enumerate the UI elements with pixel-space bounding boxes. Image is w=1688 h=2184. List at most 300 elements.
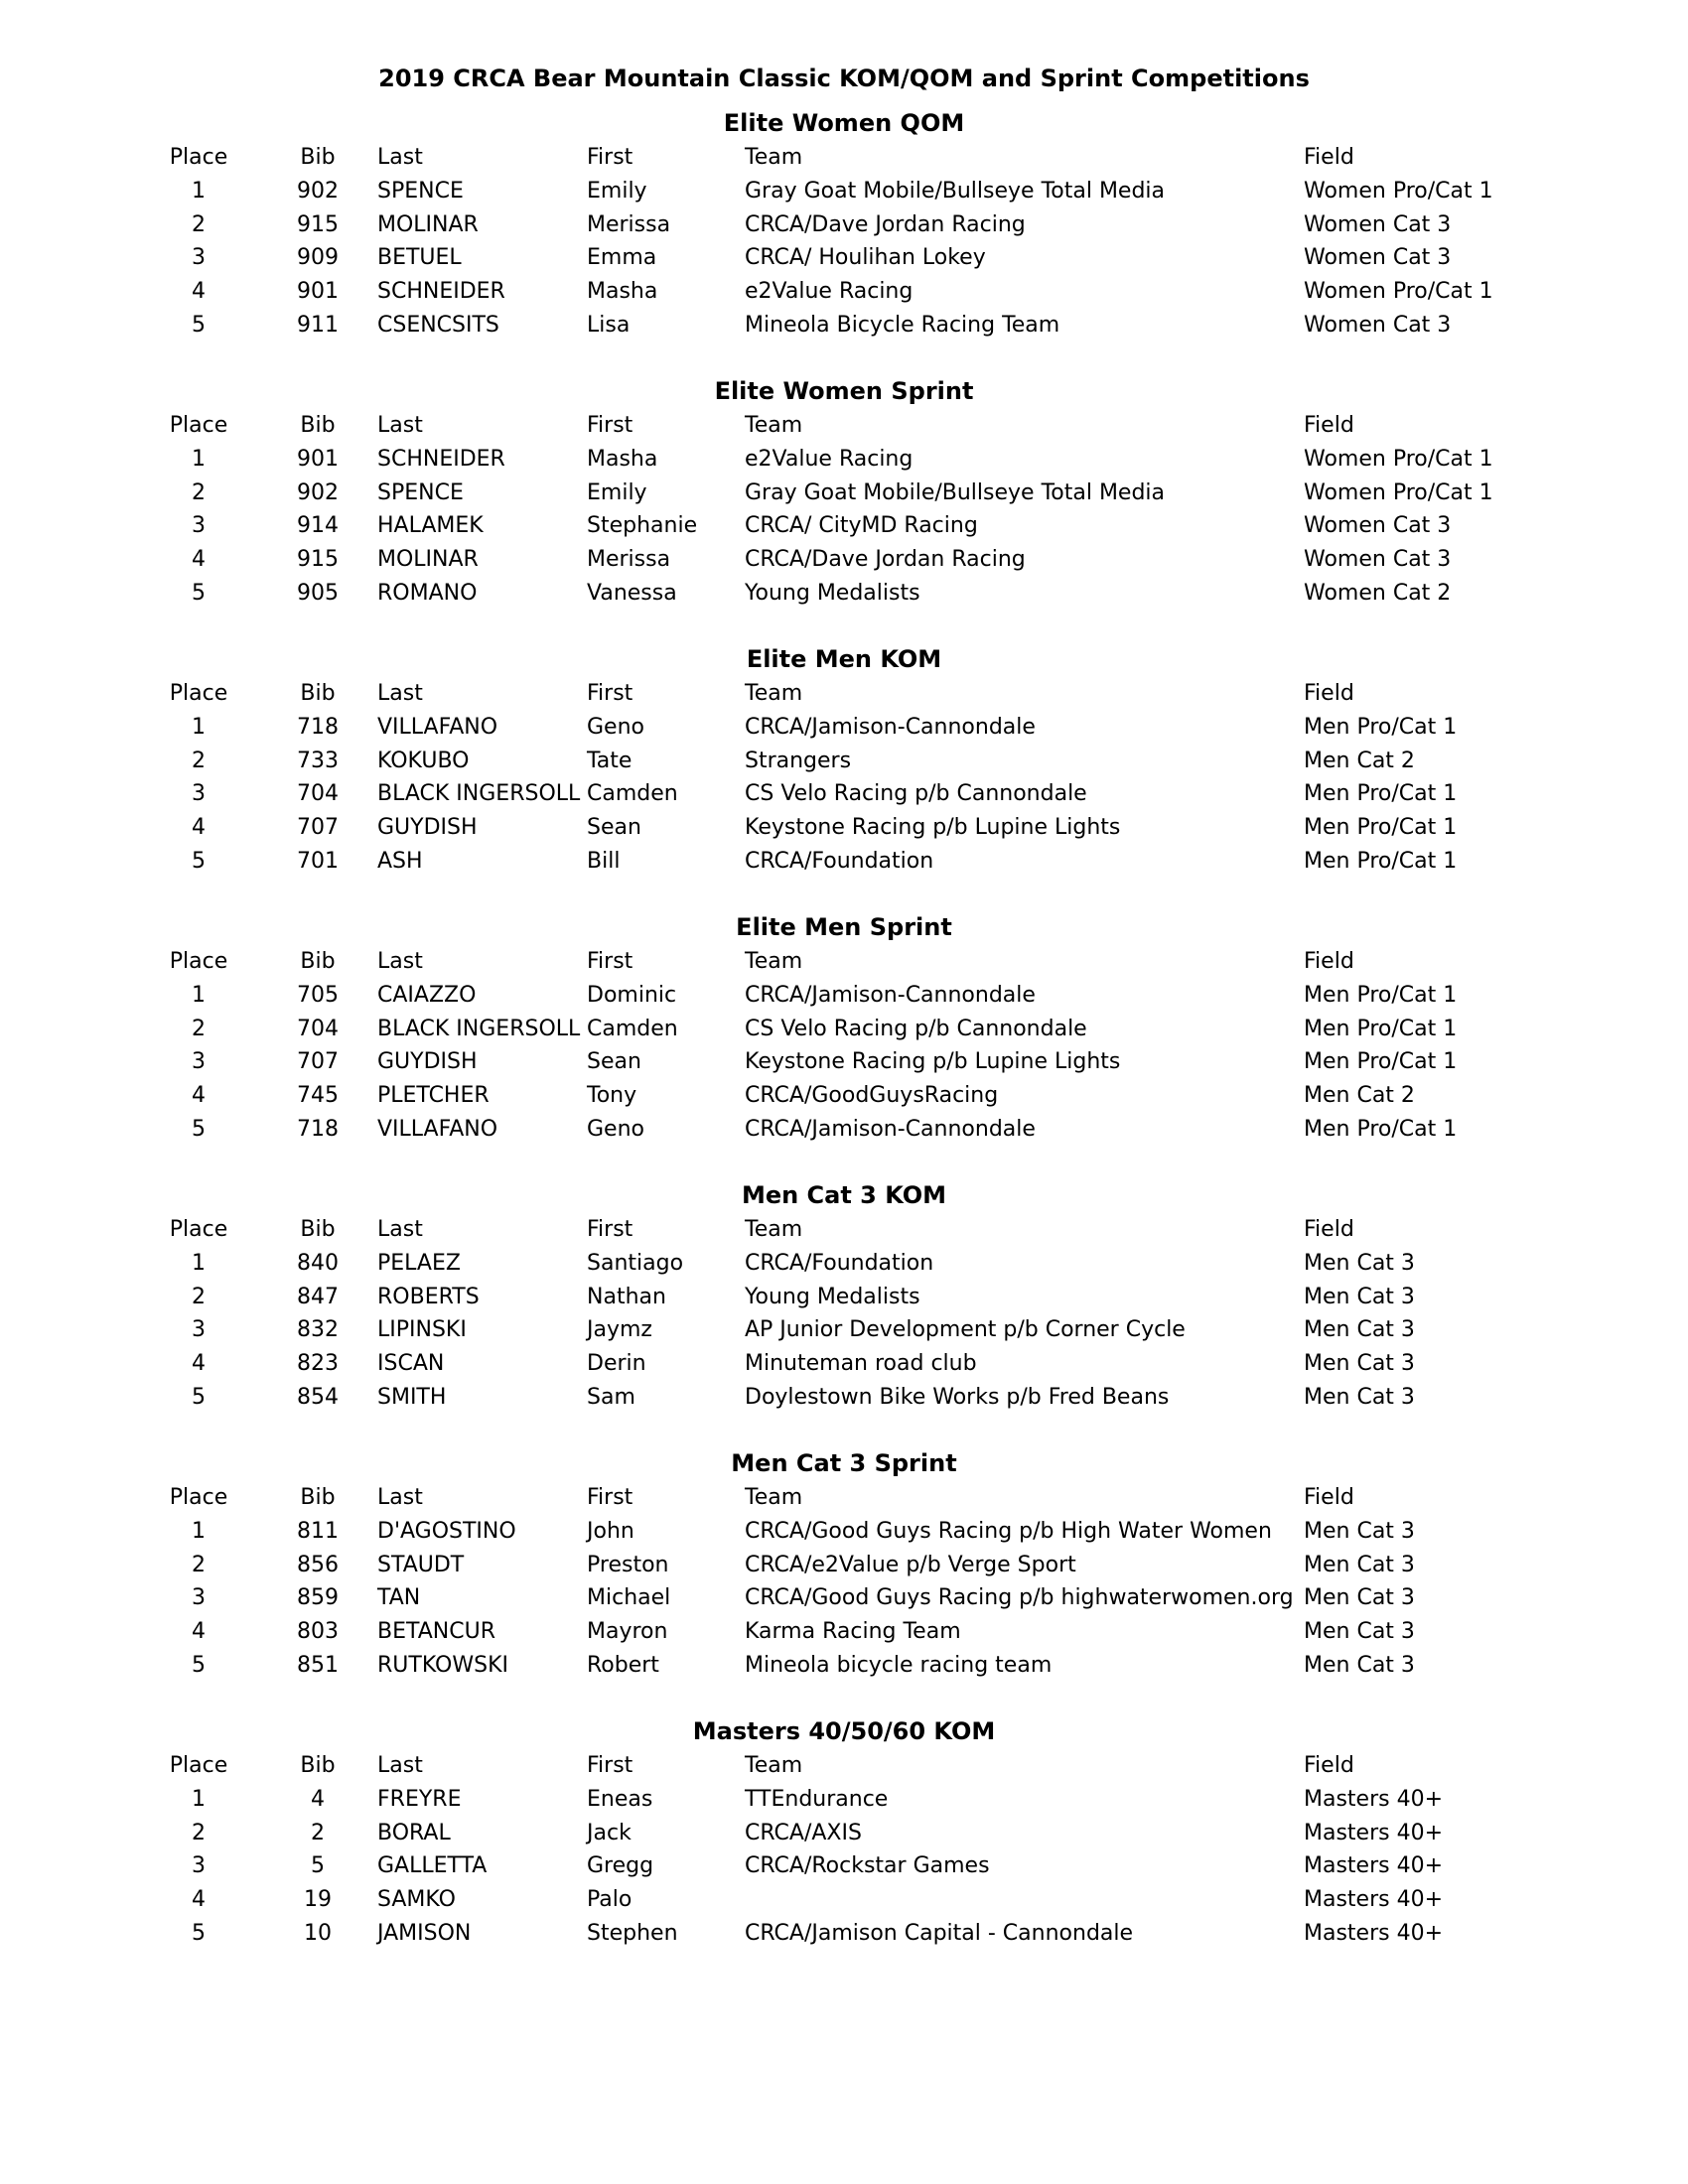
- cell-bib: 718: [297, 1117, 339, 1142]
- cell-place: 3: [192, 1317, 206, 1343]
- cell-team: CRCA/Good Guys Racing p/b High Water Women: [745, 1518, 1272, 1544]
- cell-field: Women Pro/Cat 1: [1304, 178, 1493, 204]
- cell-team: CS Velo Racing p/b Cannondale: [745, 1016, 1087, 1041]
- cell-place: 4: [192, 1083, 206, 1109]
- cell-place: 5: [192, 581, 206, 606]
- cell-field: Men Pro/Cat 1: [1304, 1016, 1458, 1041]
- cell-bib: 705: [297, 982, 339, 1008]
- cell-team: CRCA/Jamison-Cannondale: [745, 982, 1036, 1008]
- section-title: Elite Men Sprint: [736, 913, 952, 941]
- cell-team: Mineola Bicycle Racing Team: [745, 313, 1060, 338]
- cell-field: Women Cat 3: [1304, 547, 1452, 573]
- cell-team: CRCA/Jamison Capital - Cannondale: [745, 1921, 1134, 1946]
- cell-first: Preston: [587, 1552, 669, 1577]
- table-row: [0, 1849, 1688, 1883]
- column-header-first: First: [587, 681, 633, 706]
- cell-bib: 914: [297, 513, 339, 539]
- cell-team: Young Medalists: [745, 581, 920, 606]
- section-title: Men Cat 3 KOM: [741, 1181, 947, 1209]
- cell-field: Women Cat 3: [1304, 211, 1452, 237]
- cell-bib: 19: [304, 1887, 332, 1913]
- cell-first: Santiago: [587, 1250, 684, 1276]
- column-header-team: Team: [745, 413, 803, 438]
- table-row: [0, 1079, 1688, 1113]
- table-row: [0, 1783, 1688, 1817]
- table-row: [0, 477, 1688, 510]
- cell-place: 5: [192, 1921, 206, 1946]
- cell-team: Young Medalists: [745, 1284, 920, 1309]
- column-header-bib: Bib: [300, 1485, 336, 1510]
- cell-last: CAIAZZO: [377, 982, 477, 1008]
- cell-first: Tony: [587, 1083, 637, 1109]
- table-row: [0, 811, 1688, 845]
- column-header-team: Team: [745, 681, 803, 706]
- cell-team: CRCA/Good Guys Racing p/b highwaterwomen.org: [745, 1585, 1294, 1611]
- cell-field: Women Pro/Cat 1: [1304, 446, 1493, 472]
- cell-bib: 902: [297, 479, 339, 505]
- cell-place: 3: [192, 245, 206, 271]
- cell-team: CRCA/Jamison-Cannondale: [745, 714, 1036, 740]
- column-header-team: Team: [745, 1485, 803, 1510]
- table-row: [0, 1549, 1688, 1582]
- cell-bib: 915: [297, 211, 339, 237]
- cell-first: Stephanie: [587, 513, 698, 539]
- column-header-field: Field: [1304, 681, 1354, 706]
- cell-first: Sean: [587, 815, 641, 841]
- column-header-field: Field: [1304, 413, 1354, 438]
- cell-field: Men Pro/Cat 1: [1304, 815, 1458, 841]
- column-header-team: Team: [745, 145, 803, 170]
- table-row: [0, 543, 1688, 577]
- cell-field: Men Pro/Cat 1: [1304, 781, 1458, 807]
- table-header-row: [0, 1749, 1688, 1783]
- cell-bib: 859: [297, 1585, 339, 1611]
- table-row: [0, 745, 1688, 778]
- cell-place: 4: [192, 1351, 206, 1377]
- cell-team: CRCA/ Houlihan Lokey: [745, 245, 986, 271]
- cell-last: ROBERTS: [377, 1284, 480, 1309]
- cell-first: Sam: [587, 1385, 635, 1410]
- cell-bib: 707: [297, 1049, 339, 1075]
- cell-place: 2: [192, 1820, 206, 1845]
- column-header-first: First: [587, 413, 633, 438]
- table-row: [0, 577, 1688, 611]
- cell-first: John: [587, 1518, 634, 1544]
- cell-field: Men Cat 3: [1304, 1250, 1415, 1276]
- cell-team: CRCA/e2Value p/b Verge Sport: [745, 1552, 1076, 1577]
- cell-first: Merissa: [587, 547, 671, 573]
- cell-last: BETUEL: [377, 245, 462, 271]
- column-header-first: First: [587, 1753, 633, 1778]
- cell-bib: 851: [297, 1653, 339, 1678]
- column-header-place: Place: [169, 413, 228, 438]
- cell-place: 4: [192, 279, 206, 305]
- cell-place: 5: [192, 1385, 206, 1410]
- cell-last: JAMISON: [377, 1921, 472, 1946]
- table-row: [0, 1917, 1688, 1951]
- table-row: [0, 175, 1688, 208]
- cell-first: Masha: [587, 279, 658, 305]
- cell-team: Gray Goat Mobile/Bullseye Total Media: [745, 178, 1166, 204]
- table-row: [0, 1347, 1688, 1381]
- cell-last: VILLAFANO: [377, 714, 498, 740]
- column-header-last: Last: [377, 413, 423, 438]
- column-header-first: First: [587, 145, 633, 170]
- cell-place: 1: [192, 1250, 206, 1276]
- cell-place: 3: [192, 1049, 206, 1075]
- cell-field: Men Cat 3: [1304, 1653, 1415, 1678]
- cell-bib: 901: [297, 446, 339, 472]
- cell-last: MOLINAR: [377, 547, 479, 573]
- cell-team: CS Velo Racing p/b Cannondale: [745, 781, 1087, 807]
- cell-place: 3: [192, 1853, 206, 1879]
- column-header-place: Place: [169, 1485, 228, 1510]
- column-header-team: Team: [745, 1217, 803, 1242]
- cell-place: 2: [192, 1284, 206, 1309]
- cell-field: Masters 40+: [1304, 1887, 1444, 1913]
- cell-field: Men Pro/Cat 1: [1304, 714, 1458, 740]
- column-header-place: Place: [169, 1217, 228, 1242]
- cell-place: 1: [192, 1786, 206, 1812]
- cell-team: AP Junior Development p/b Corner Cycle: [745, 1317, 1186, 1343]
- cell-first: Palo: [587, 1887, 633, 1913]
- column-header-field: Field: [1304, 145, 1354, 170]
- cell-last: TAN: [377, 1585, 421, 1611]
- cell-place: 4: [192, 547, 206, 573]
- table-row: [0, 1581, 1688, 1615]
- table-row: [0, 711, 1688, 745]
- table-row: [0, 1045, 1688, 1079]
- cell-first: Eneas: [587, 1786, 653, 1812]
- cell-field: Women Cat 3: [1304, 245, 1452, 271]
- cell-last: ISCAN: [377, 1351, 445, 1377]
- cell-team: CRCA/ CityMD Racing: [745, 513, 978, 539]
- column-header-last: Last: [377, 681, 423, 706]
- cell-last: SAMKO: [377, 1887, 456, 1913]
- cell-last: KOKUBO: [377, 748, 470, 773]
- cell-bib: 2: [311, 1820, 325, 1845]
- cell-place: 2: [192, 1552, 206, 1577]
- cell-bib: 854: [297, 1385, 339, 1410]
- cell-first: Robert: [587, 1653, 659, 1678]
- cell-field: Masters 40+: [1304, 1921, 1444, 1946]
- column-header-field: Field: [1304, 949, 1354, 974]
- cell-first: Sean: [587, 1049, 641, 1075]
- table-row: [0, 1013, 1688, 1046]
- column-header-bib: Bib: [300, 1217, 336, 1242]
- table-header-row: [0, 1213, 1688, 1247]
- column-header-field: Field: [1304, 1485, 1354, 1510]
- column-header-bib: Bib: [300, 949, 336, 974]
- cell-first: Masha: [587, 446, 658, 472]
- column-header-field: Field: [1304, 1753, 1354, 1778]
- cell-place: 4: [192, 1887, 206, 1913]
- cell-first: Vanessa: [587, 581, 677, 606]
- cell-place: 1: [192, 982, 206, 1008]
- cell-last: ASH: [377, 849, 423, 874]
- cell-team: e2Value Racing: [745, 446, 914, 472]
- cell-place: 5: [192, 849, 206, 874]
- cell-team: TTEndurance: [745, 1786, 889, 1812]
- column-header-place: Place: [169, 145, 228, 170]
- cell-team: Gray Goat Mobile/Bullseye Total Media: [745, 479, 1166, 505]
- table-row: [0, 1515, 1688, 1549]
- cell-place: 2: [192, 1016, 206, 1041]
- table-header-row: [0, 945, 1688, 979]
- section-title: Elite Women QOM: [723, 109, 965, 137]
- cell-field: Women Cat 3: [1304, 513, 1452, 539]
- cell-team: Minuteman road club: [745, 1351, 977, 1377]
- cell-last: SCHNEIDER: [377, 446, 505, 472]
- column-header-place: Place: [169, 949, 228, 974]
- cell-last: CSENCSITS: [377, 313, 499, 338]
- cell-field: Men Cat 3: [1304, 1585, 1415, 1611]
- column-header-first: First: [587, 1485, 633, 1510]
- cell-bib: 733: [297, 748, 339, 773]
- table-row: [0, 777, 1688, 811]
- table-header-row: [0, 677, 1688, 711]
- cell-bib: 704: [297, 781, 339, 807]
- cell-field: Women Cat 2: [1304, 581, 1452, 606]
- cell-last: VILLAFANO: [377, 1117, 498, 1142]
- cell-first: Camden: [587, 781, 678, 807]
- cell-field: Masters 40+: [1304, 1786, 1444, 1812]
- cell-last: SCHNEIDER: [377, 279, 505, 305]
- cell-last: PLETCHER: [377, 1083, 490, 1109]
- cell-place: 3: [192, 513, 206, 539]
- cell-first: Emily: [587, 178, 647, 204]
- cell-place: 4: [192, 1619, 206, 1645]
- table-header-row: [0, 141, 1688, 175]
- document-title: 2019 CRCA Bear Mountain Classic KOM/QOM and Sprint Competitions: [378, 65, 1310, 92]
- cell-last: ROMANO: [377, 581, 478, 606]
- cell-team: CRCA/Foundation: [745, 849, 934, 874]
- cell-field: Men Cat 3: [1304, 1385, 1415, 1410]
- cell-team: CRCA/Foundation: [745, 1250, 934, 1276]
- cell-first: Derin: [587, 1351, 646, 1377]
- section-title: Masters 40/50/60 KOM: [692, 1717, 996, 1745]
- cell-bib: 847: [297, 1284, 339, 1309]
- cell-field: Men Cat 3: [1304, 1619, 1415, 1645]
- cell-last: BORAL: [377, 1820, 451, 1845]
- cell-team: CRCA/GoodGuysRacing: [745, 1083, 999, 1109]
- cell-field: Women Cat 3: [1304, 313, 1452, 338]
- column-header-first: First: [587, 1217, 633, 1242]
- cell-bib: 909: [297, 245, 339, 271]
- cell-team: e2Value Racing: [745, 279, 914, 305]
- cell-last: MOLINAR: [377, 211, 479, 237]
- cell-place: 1: [192, 714, 206, 740]
- cell-field: Women Pro/Cat 1: [1304, 479, 1493, 505]
- cell-first: Emma: [587, 245, 657, 271]
- section-title: Elite Women Sprint: [714, 377, 974, 405]
- cell-first: Gregg: [587, 1853, 654, 1879]
- cell-first: Geno: [587, 1117, 644, 1142]
- cell-field: Men Pro/Cat 1: [1304, 982, 1458, 1008]
- cell-last: D'AGOSTINO: [377, 1518, 516, 1544]
- column-header-last: Last: [377, 1753, 423, 1778]
- cell-team: CRCA/AXIS: [745, 1820, 862, 1845]
- cell-place: 1: [192, 1518, 206, 1544]
- cell-first: Emily: [587, 479, 647, 505]
- cell-bib: 856: [297, 1552, 339, 1577]
- table-row: [0, 443, 1688, 477]
- table-row: [0, 1247, 1688, 1281]
- cell-bib: 10: [304, 1921, 332, 1946]
- table-row: [0, 1381, 1688, 1415]
- cell-last: HALAMEK: [377, 513, 484, 539]
- cell-field: Men Cat 3: [1304, 1317, 1415, 1343]
- cell-place: 1: [192, 178, 206, 204]
- column-header-bib: Bib: [300, 1753, 336, 1778]
- cell-first: Tate: [587, 748, 633, 773]
- cell-first: Nathan: [587, 1284, 666, 1309]
- cell-last: BLACK INGERSOLL: [377, 1016, 581, 1041]
- column-header-team: Team: [745, 1753, 803, 1778]
- table-row: [0, 1113, 1688, 1147]
- cell-team: Karma Racing Team: [745, 1619, 961, 1645]
- cell-first: Jack: [587, 1820, 632, 1845]
- cell-team: Strangers: [745, 748, 852, 773]
- cell-team: Keystone Racing p/b Lupine Lights: [745, 1049, 1121, 1075]
- cell-field: Women Pro/Cat 1: [1304, 279, 1493, 305]
- column-header-last: Last: [377, 949, 423, 974]
- cell-last: PELAEZ: [377, 1250, 461, 1276]
- cell-place: 3: [192, 781, 206, 807]
- section-title: Men Cat 3 Sprint: [731, 1449, 957, 1477]
- cell-place: 5: [192, 313, 206, 338]
- cell-team: CRCA/Dave Jordan Racing: [745, 211, 1026, 237]
- table-row: [0, 1817, 1688, 1850]
- cell-field: Masters 40+: [1304, 1853, 1444, 1879]
- table-header-row: [0, 409, 1688, 443]
- cell-place: 2: [192, 748, 206, 773]
- cell-last: FREYRE: [377, 1786, 462, 1812]
- cell-team: CRCA/Jamison-Cannondale: [745, 1117, 1036, 1142]
- table-row: [0, 979, 1688, 1013]
- cell-bib: 901: [297, 279, 339, 305]
- cell-field: Men Cat 2: [1304, 748, 1415, 773]
- cell-first: Camden: [587, 1016, 678, 1041]
- cell-first: Stephen: [587, 1921, 678, 1946]
- table-row: [0, 1615, 1688, 1649]
- table-row: [0, 1313, 1688, 1347]
- cell-field: Men Pro/Cat 1: [1304, 1049, 1458, 1075]
- cell-first: Merissa: [587, 211, 671, 237]
- column-header-last: Last: [377, 145, 423, 170]
- cell-bib: 803: [297, 1619, 339, 1645]
- cell-place: 2: [192, 479, 206, 505]
- cell-place: 5: [192, 1117, 206, 1142]
- cell-first: Michael: [587, 1585, 671, 1611]
- cell-place: 3: [192, 1585, 206, 1611]
- cell-last: SPENCE: [377, 479, 464, 505]
- column-header-last: Last: [377, 1217, 423, 1242]
- table-row: [0, 275, 1688, 309]
- cell-first: Geno: [587, 714, 644, 740]
- cell-place: 5: [192, 1653, 206, 1678]
- column-header-bib: Bib: [300, 413, 336, 438]
- table-row: [0, 509, 1688, 543]
- cell-first: Dominic: [587, 982, 677, 1008]
- cell-field: Men Pro/Cat 1: [1304, 1117, 1458, 1142]
- cell-field: Men Pro/Cat 1: [1304, 849, 1458, 874]
- cell-last: GALLETTA: [377, 1853, 488, 1879]
- column-header-field: Field: [1304, 1217, 1354, 1242]
- cell-place: 1: [192, 446, 206, 472]
- cell-first: Bill: [587, 849, 621, 874]
- section-title: Elite Men KOM: [746, 645, 942, 673]
- cell-last: RUTKOWSKI: [377, 1653, 508, 1678]
- cell-first: Mayron: [587, 1619, 668, 1645]
- cell-team: CRCA/Dave Jordan Racing: [745, 547, 1026, 573]
- cell-last: SMITH: [377, 1385, 447, 1410]
- table-row: [0, 1883, 1688, 1917]
- cell-team: Doylestown Bike Works p/b Fred Beans: [745, 1385, 1170, 1410]
- cell-bib: 811: [297, 1518, 339, 1544]
- cell-bib: 707: [297, 815, 339, 841]
- cell-last: GUYDISH: [377, 815, 478, 841]
- cell-bib: 840: [297, 1250, 339, 1276]
- cell-last: STAUDT: [377, 1552, 465, 1577]
- cell-bib: 902: [297, 178, 339, 204]
- table-row: [0, 208, 1688, 242]
- cell-bib: 832: [297, 1317, 339, 1343]
- cell-last: BETANCUR: [377, 1619, 495, 1645]
- cell-field: Men Cat 3: [1304, 1518, 1415, 1544]
- cell-bib: 704: [297, 1016, 339, 1041]
- table-row: [0, 845, 1688, 879]
- table-row: [0, 1649, 1688, 1683]
- cell-team: CRCA/Rockstar Games: [745, 1853, 990, 1879]
- cell-bib: 911: [297, 313, 339, 338]
- cell-place: 4: [192, 815, 206, 841]
- cell-last: LIPINSKI: [377, 1317, 467, 1343]
- cell-bib: 745: [297, 1083, 339, 1109]
- column-header-place: Place: [169, 1753, 228, 1778]
- column-header-last: Last: [377, 1485, 423, 1510]
- cell-team: Mineola bicycle racing team: [745, 1653, 1053, 1678]
- column-header-bib: Bib: [300, 145, 336, 170]
- cell-bib: 4: [311, 1786, 325, 1812]
- cell-last: SPENCE: [377, 178, 464, 204]
- cell-bib: 823: [297, 1351, 339, 1377]
- column-header-bib: Bib: [300, 681, 336, 706]
- cell-bib: 915: [297, 547, 339, 573]
- cell-bib: 905: [297, 581, 339, 606]
- column-header-team: Team: [745, 949, 803, 974]
- cell-first: Lisa: [587, 313, 631, 338]
- table-row: [0, 241, 1688, 275]
- cell-field: Men Cat 3: [1304, 1284, 1415, 1309]
- cell-field: Men Cat 3: [1304, 1552, 1415, 1577]
- column-header-place: Place: [169, 681, 228, 706]
- cell-bib: 718: [297, 714, 339, 740]
- cell-team: Keystone Racing p/b Lupine Lights: [745, 815, 1121, 841]
- table-header-row: [0, 1481, 1688, 1515]
- column-header-first: First: [587, 949, 633, 974]
- cell-first: Jaymz: [587, 1317, 652, 1343]
- cell-field: Masters 40+: [1304, 1820, 1444, 1845]
- table-row: [0, 309, 1688, 342]
- cell-field: Men Cat 3: [1304, 1351, 1415, 1377]
- cell-last: GUYDISH: [377, 1049, 478, 1075]
- cell-bib: 701: [297, 849, 339, 874]
- cell-field: Men Cat 2: [1304, 1083, 1415, 1109]
- table-row: [0, 1281, 1688, 1314]
- cell-last: BLACK INGERSOLL: [377, 781, 581, 807]
- cell-place: 2: [192, 211, 206, 237]
